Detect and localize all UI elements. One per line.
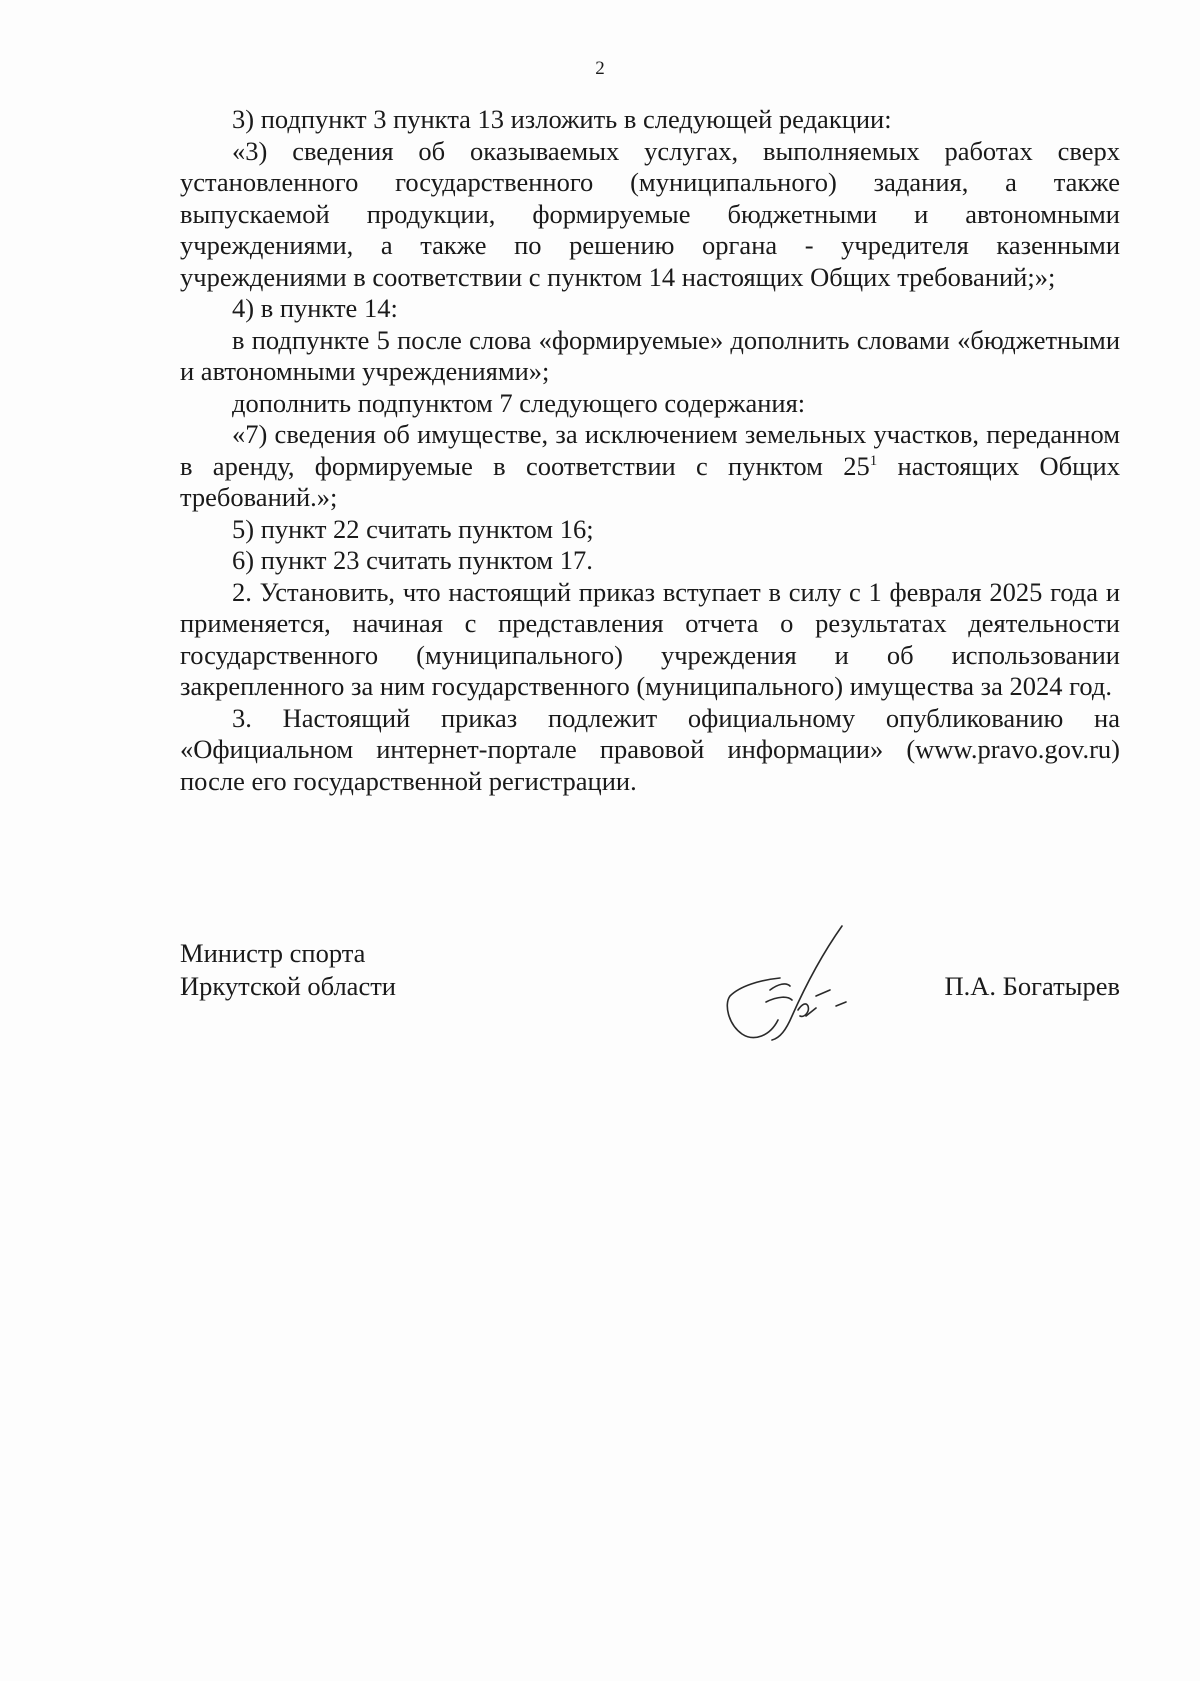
paragraph-point-22: 5) пункт 22 считать пунктом 16; [232, 513, 594, 544]
paragraph-subpoint-3-text: «3) сведения об оказываемых услугах, выполняемых работах сверх установленного государственного (муниципального) задания, а также выпускаемой продукции, формируемые бюджетными и автономными учреждениями, а также по решению органа - учредителя казенными учреждениями в соответствии с пунктом 14 настоящих Общих требований;»; [180, 135, 1120, 292]
subpoint-7-superscript: 1 [869, 452, 878, 469]
paragraph-subpoint-3: 3) подпункт 3 пункта 13 изложить в следующей редакции: [232, 104, 892, 134]
handwritten-signature-icon [720, 920, 870, 1050]
paragraph-effective-date: 2. Установить, что настоящий приказ вступает в силу с 1 февраля 2025 года и применяется, начиная с представления отчета о результатах деятельности государственного (муниципального) учреждения и об использовании закрепленного за ним государственного (муниципального) имущества за 2024 год. [180, 576, 1120, 701]
document-body [180, 104, 1120, 797]
paragraph-subpoint-5: в подпункте 5 после слова «формируемые» дополнить словами «бюджетными и автономными учреждениями»; [180, 324, 1120, 386]
paragraph-point-23: 6) пункт 23 считать пунктом 17. [232, 545, 593, 575]
paragraph-subpoint-7-text [180, 419, 1120, 514]
signatory-name: П.А. Богатырев [944, 971, 1120, 1001]
paragraph-point-14: 4) в пункте 14: [232, 293, 398, 323]
page-number: 2 [595, 58, 605, 79]
subpoint-7-text-after: настоящих Общих требований.»; [180, 450, 1120, 512]
paragraph-add-subpoint-7: дополнить подпунктом 7 следующего содержания: [232, 387, 806, 418]
paragraph-publication: 3. Настоящий приказ подлежит официальному опубликованию на «Официальном интернет-портале правовой информации» (www.pravo.gov.ru) после его государственной регистрации. [180, 702, 1120, 796]
signatory-position-line1: Министр спорта [180, 938, 366, 968]
subpoint-7-text-before: «7) сведения об имуществе, за исключением земельных участков, переданном в аренду, формируемые в соответствии с пунктом 25 [180, 419, 1120, 481]
signature-block [180, 938, 1120, 1048]
signatory-position-line2: Иркутской области [180, 971, 396, 1001]
